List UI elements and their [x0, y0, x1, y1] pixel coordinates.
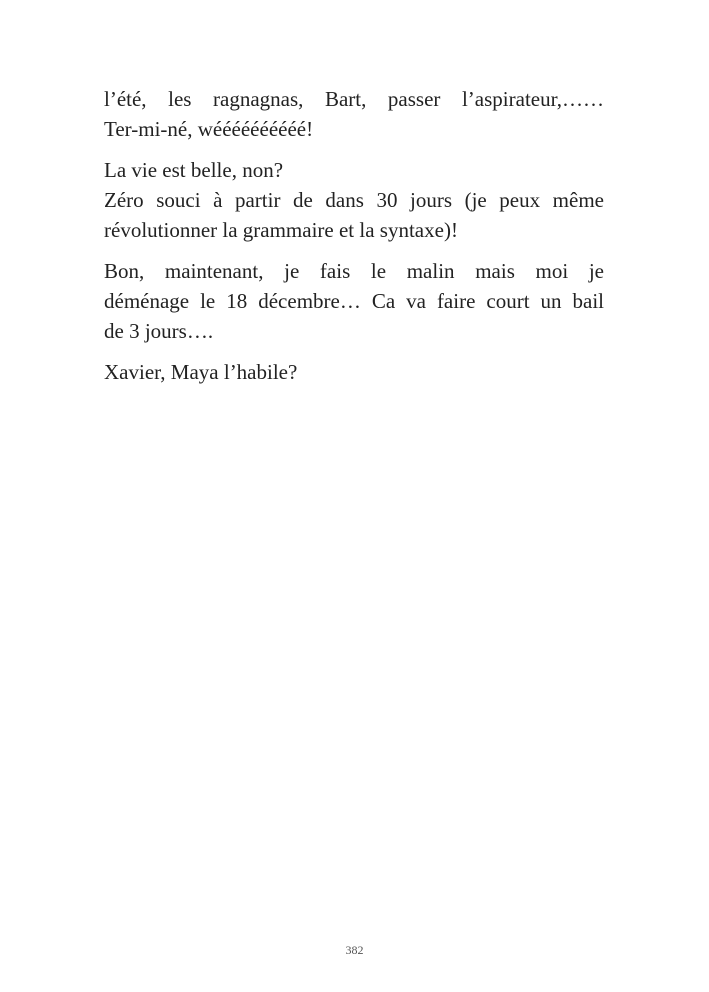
- paragraph-2: [104, 155, 604, 245]
- text-line: Zéro souci à partir de dans 30 jours (je peux même: [104, 188, 604, 212]
- text-line: La vie est belle, non?: [104, 158, 284, 182]
- page-number: 382: [345, 943, 364, 957]
- text-line: de 3 jours….: [104, 319, 214, 343]
- text-line: l’été, les ragnagnas, Bart, passer l’aspirateur,……: [104, 87, 604, 111]
- text-line: déménage le 18 décembre… Ca va faire court un bail: [104, 289, 604, 313]
- page-body: [104, 84, 604, 398]
- paragraph-4: [104, 357, 604, 387]
- text-line: Ter-mi-né, wéééééééééé!: [104, 117, 314, 141]
- text-line: Bon, maintenant, je fais le malin mais moi je: [104, 259, 604, 283]
- paragraph-1: [104, 84, 604, 144]
- text-line: révolutionner la grammaire et la syntaxe)!: [104, 218, 458, 242]
- text-line: Xavier, Maya l’habile?: [104, 360, 298, 384]
- paragraph-3: [104, 256, 604, 346]
